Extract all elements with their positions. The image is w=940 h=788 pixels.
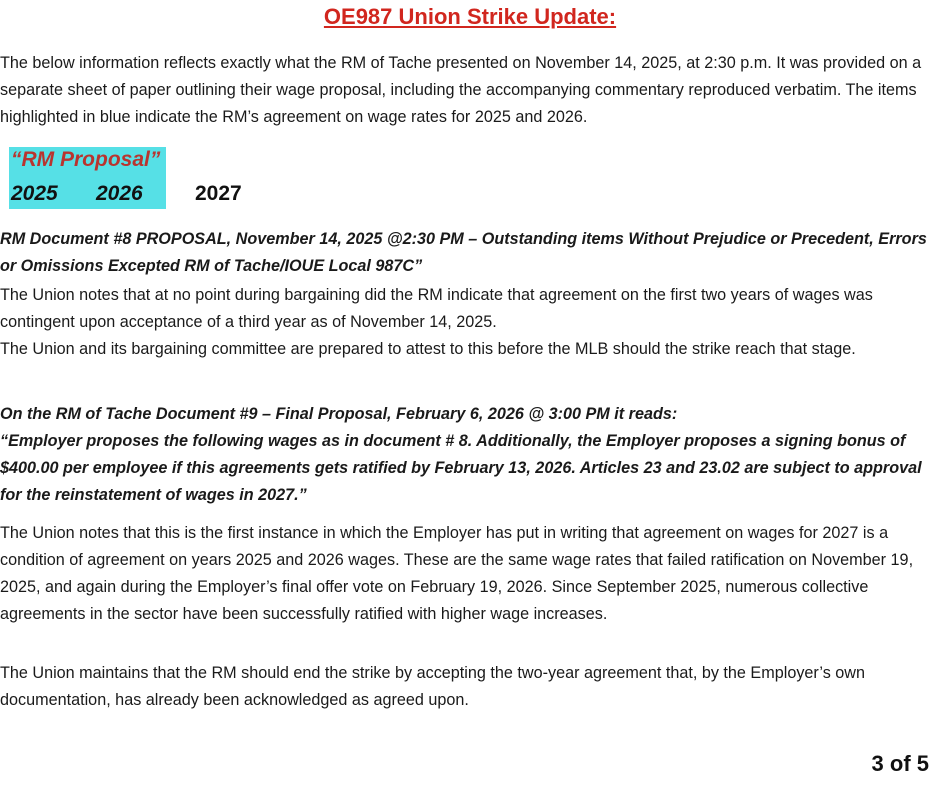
union-note-1: The Union notes that at no point during bargaining did the RM indicate that agreement on the first two years of wages was contingent upon acceptance of a third year as of November 14, 2025. [0,286,873,331]
year-2026-label: 2026 [96,182,143,205]
intro-paragraph: The below information reflects exactly what the RM of Tache presented on November 14, 2025, at 2:30 p.m. It was provided on a separate sheet of paper outlining their wage proposal, including the accompanying commentary reproduced verbatim. The items highlighted in blue indicate the RM’s agreement on wage rates for 2025 and 2026. [0,54,922,126]
union-note-3: The Union notes that this is the first instance in which the Employer has put in writing that agreement on wages for 2027 is a condition of agreement on years 2025 and 2026 wages. These are the same wage rates that failed ratification on November 19, 2025, and again during the Employer’s final offer vote on February 19, 2026. Since September 2025, numerous collective agreements in the sector have been successfully ratified with higher wage increases. [0,524,914,623]
union-note-2: The Union and its bargaining committee are prepared to attest to this before the MLB should the strike reach that stage. [0,340,856,358]
document-8-heading: RM Document #8 PROPOSAL, November 14, 2025 @2:30 PM – Outstanding items Without Prejudice or Precedent, Errors or Omissions Excepted RM of Tache/IOUE Local 987C” [0,230,927,275]
document-9-quote: “Employer proposes the following wages as in document # 8. Additionally, the Employer proposes a signing bonus of $400.00 per employee if this agreements gets ratified by February 13, 2026. Articles 23 and 23.02 are subject to approval for the reinstatement of wages in 2027.” [0,432,922,504]
document-9-heading: On the RM of Tache Document #9 – Final Proposal, February 6, 2026 @ 3:00 PM it reads: [0,405,678,423]
union-note-4: The Union maintains that the RM should end the strike by accepting the two-year agreement that, by the Employer’s own documentation, has already been acknowledged as agreed upon. [0,664,865,709]
year-2027-label: 2027 [195,182,242,205]
rm-proposal-label: “RM Proposal” [11,148,161,171]
page-number: 3 of 5 [871,751,929,776]
page-title: OE987 Union Strike Update: [323,4,617,29]
year-2025-label: 2025 [11,182,58,205]
